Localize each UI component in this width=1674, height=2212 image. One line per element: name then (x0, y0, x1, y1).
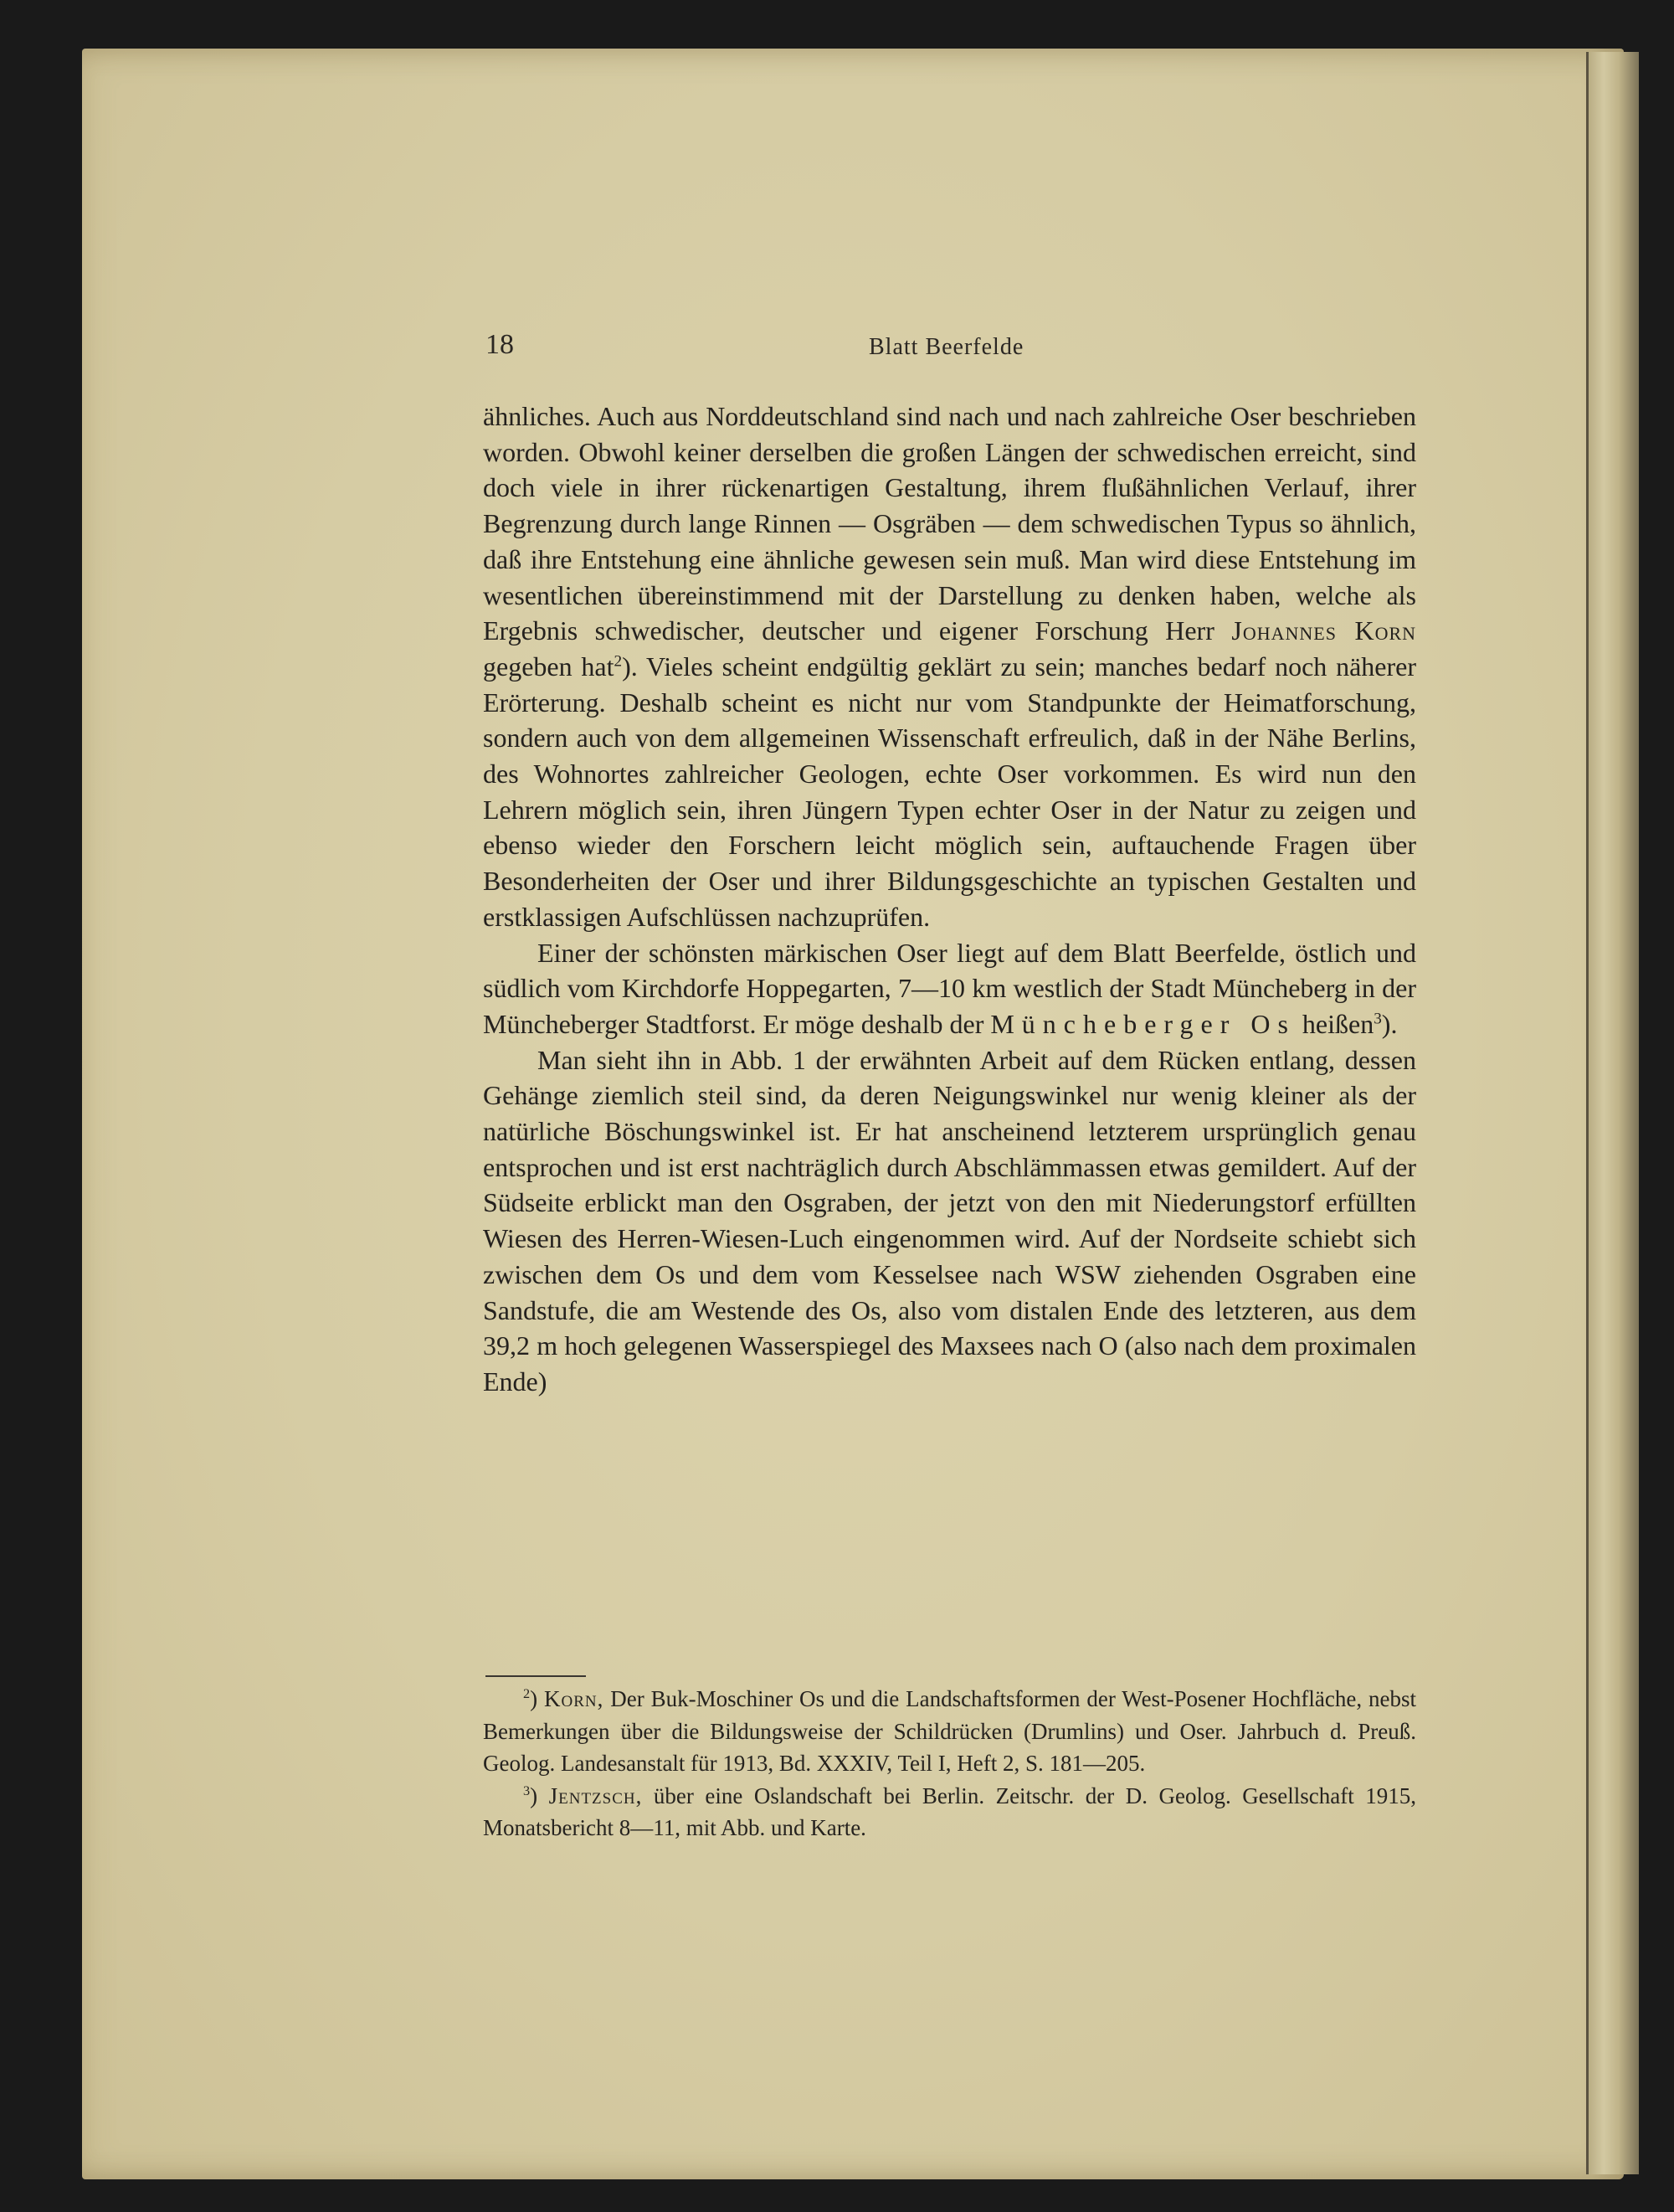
footnote-2: $^2$) Korn, Der Buk-Moschiner Os und die Landschaftsformen der West-Posener Hochfläche, nebst Bemerkungen über die Bildungsweise der Schildrücken (Drumlins) und Oser. Jahrbuch d. Preuß. Geolog. Landesanstalt für 1913, Bd. XXXIV, Teil I, Heft 2, S. 181—205. (483, 1686, 1416, 1776)
footnote-3-author: Jentzsch, (548, 1782, 643, 1808)
p1-text-b: gegeben hat (483, 651, 614, 682)
footnote-3-mark: 3 (523, 1782, 531, 1798)
footnote-divider (485, 1675, 586, 1677)
footnote-2-text: Der Buk-Moschiner Os und die Landschaftsformen der West-Posener Hochfläche, nebst Bemerkungen über die Bildungsweise der Schildrücken (Drumlins) und Oser. Jahrbuch d. Preuß. Geolog. Landesanstalt für 1913, Bd. XXXIV, Teil I, Heft 2, S. 181—205. (483, 1686, 1416, 1776)
footnote-3-text: über eine Oslandschaft bei Berlin. Zeitschr. der D. Geolog. Gesellschaft 1915, Monatsbericht 8—11, mit Abb. und Karte. (483, 1782, 1417, 1840)
os-name: Müncheberger Os (990, 1008, 1296, 1039)
footnote-ref-3: 3 (1374, 1010, 1382, 1028)
footnote-3: $^3$) Jentzsch, über eine Oslandschaft bei Berlin. Zeitschr. der D. Geolog. Gesellschaft 1915, Monatsbericht 8—11, mit Abb. und Karte. (483, 1782, 1417, 1840)
p1-text-c: ). Vieles scheint endgültig geklärt zu sein; manches bedarf noch näherer Erörterung. Deshalb scheint es nicht nur vom Standpunkte der Heimatforschung, sondern auch von dem allgemeinen Wissenschaft erfreulich, daß in der Nähe Berlins, des Wohnortes zahlreicher Geologen, echte Oser vorkommen. Es wird nun den Lehrern möglich sein, ihren Jüngern Typen echter Oser in der Natur zu zeigen und ebenso wieder den Forschern leicht möglich sein, auftauchende Fragen über Besonderheiten der Oser und ihrer Bildungsgeschichte an typischen Gestalten und erstklassigen Aufschlüssen nachzuprüfen. (483, 651, 1417, 932)
footnote-ref-2: 2 (614, 652, 623, 671)
paragraph-3: Man sieht ihn in Abb. 1 der erwähnten Arbeit auf dem Rücken entlang, dessen Gehänge ziemlich steil sind, da deren Neigungswinkel nur wenig kleiner als der natürliche Böschungswinkel ist. Er hat anscheinend letzterem ursprünglich genau entsprochen und ist erst nachträglich durch Abschlämmassen etwas gemildert. Auf der Südseite erblickt man den Osgraben, der jetzt von den mit Niederungstorf erfüllten Wiesen des Herren-Wiesen-Luch eingenommen wird. Auf der Nordseite schiebt sich zwischen dem Os und dem vom Kesselsee nach WSW ziehenden Osgraben eine Sandstufe, die am Westende des Os, also vom distalen Ende des letzteren, aus dem 39,2 m hoch gelegenen Wasserspiegel des Maxsees nach O (also nach dem proximalen Ende) (483, 1044, 1416, 1397)
paragraph-1 (483, 399, 1416, 935)
running-title: Blatt Beerfelde (869, 334, 1024, 360)
footnote-2-mark: 2 (523, 1686, 531, 1701)
running-head (485, 329, 1415, 371)
p2-text-c: ). (1381, 1008, 1398, 1039)
author-name: Johannes Korn (1231, 615, 1417, 646)
p2-text-b: heißen (1302, 1008, 1374, 1039)
footnotes (483, 1683, 1416, 1844)
page-edge (1586, 52, 1639, 2174)
p1-text-a: ähnliches. Auch aus Norddeutschland sind nach und nach zahlreiche Oser beschrieben worden. Obwohl keiner derselben die großen Längen der schwedischen erreicht, sind doch viele in ihrer rückenartigen Gestaltung, ihrem flußähnlichen Verlauf, ihrer Begrenzung durch lange Rinnen — Osgräben — dem schwedischen Typus so ähnlich, daß ihre Entstehung eine ähnliche gewesen sein muß. Man wird diese Entstehung im wesentlichen übereinstimmend mit der Darstellung zu denken haben, welche als Ergebnis schwedischer, deutscher und eigener Forschung Herr (483, 401, 1416, 646)
paragraph-2 (483, 935, 1416, 1042)
p2-text-a: Einer der schönsten märkischen Oser liegt auf dem Blatt Beerfelde, östlich und südlich vom Kirchdorfe Hoppegarten, 7—10 km westlich der Stadt Müncheberg in der Müncheberger Stadtforst. Er möge deshalb der (483, 937, 1416, 1039)
footnote-2-author: Korn, (543, 1686, 604, 1711)
body-text (483, 399, 1416, 1400)
page-number: 18 (485, 329, 514, 360)
